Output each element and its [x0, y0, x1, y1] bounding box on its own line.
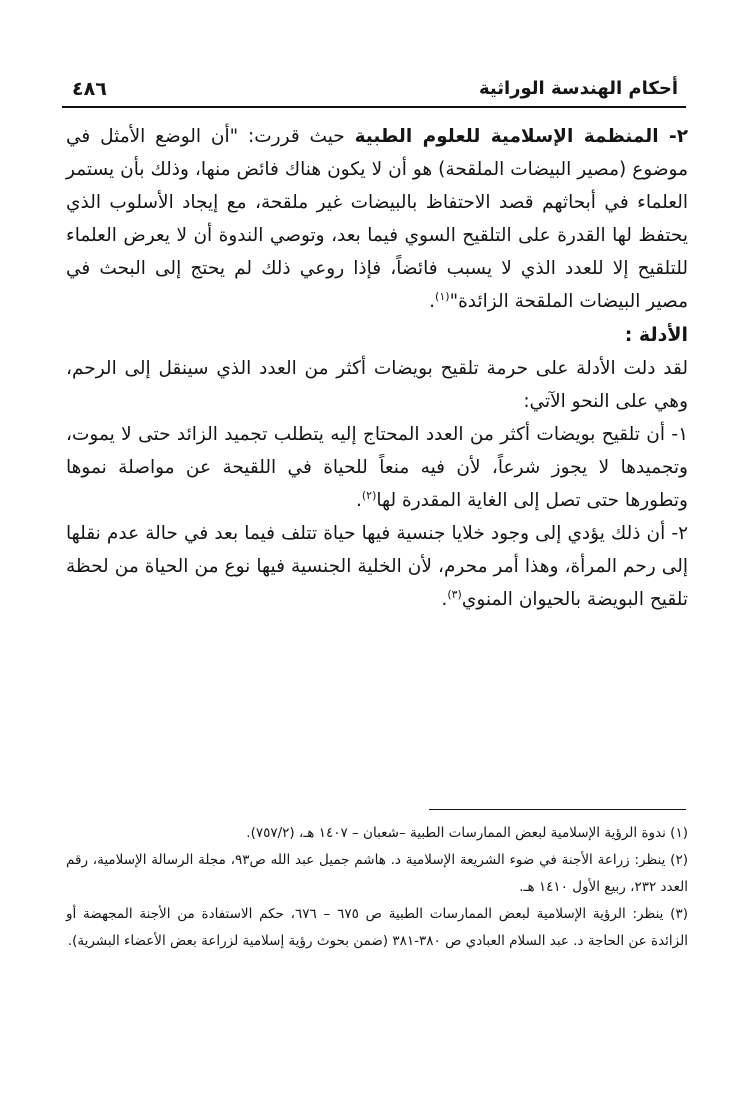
running-header	[62, 74, 686, 108]
paragraph-evidence-intro: لقد دلت الأدلة على حرمة تلقيح بويضات أكثر من العدد الذي سينقل إلى الرحم، وهي على النحو الآتي:	[66, 358, 688, 412]
running-title: أحكام الهندسة الوراثية	[478, 78, 678, 99]
paragraph-organization	[66, 120, 688, 318]
main-text	[66, 120, 688, 616]
footnote-separator	[429, 809, 686, 810]
paragraph-text: ١- أن تلقيح بويضات أكثر من العدد المحتاج إليه يتطلب تجميد الزائد حتى لا يموت، وتجميدها لا يجوز شرعاً، لأن فيه منعاً للحياة في اللقيحة عن مواصلة نموها وتطورها حتى تصل إلى الغاية المقدرة لها	[66, 424, 688, 511]
footnote-ref-3: (٣)	[447, 587, 462, 601]
footnote-2: (٢) ينظر: زراعة الأجنة في ضوء الشريعة الإسلامية د. هاشم جميل عبد الله ص٩٣، مجلة الرسالة الإسلامية، رقم العدد ٢٣٢، ربيع الأول ١٤١٠ هـ.	[66, 852, 688, 895]
paragraph-evidence-2	[66, 517, 688, 616]
footnote-3: (٣) ينظر: الرؤية الإسلامية لبعض الممارسات الطبية ص ٦٧٥ – ٦٧٦، حكم الاستفادة من الأجنة المجهضة أو الزائدة عن الحاجة د. عبد السلام العبادي ص ٣٨٠-٣٨١ (ضمن بحوث رؤية إسلامية لزراعة بعض الأعضاء البشرية).	[66, 906, 688, 949]
organization-name: ٢- المنظمة الإسلامية للعلوم الطبية	[354, 126, 688, 147]
paragraph-text: حيث قررت: "أن الوضع الأمثل في موضوع (مصير البيضات الملقحة) هو أن لا يكون هناك فائض منها، وذلك بأن يستمر العلماء في أبحاثهم قصد الاحتفاظ بالبيضات غير ملقحة، مع إيجاد الأسلوب الذي يحتفظ لها القدرة على التلقيح السوي فيما بعد، وتوصي الندوة أن لا يعرض العلماء للتلقيح إلا للعدد الذي لا يسبب فائضاً، فإذا روعي ذلك لم يحتج إلى البحث في مصير البيضات الملقحة الزائدة"	[66, 126, 688, 312]
footnote-1: (١) ندوة الرؤية الإسلامية لبعض الممارسات الطبية –شعبان – ١٤٠٧ هـ، (٧٥٧/٢).	[246, 825, 688, 841]
footnote-ref-1: (١)	[435, 289, 450, 303]
paragraph-evidence-1	[66, 418, 688, 517]
paragraph-text: ٢- أن ذلك يؤدي إلى وجود خلايا جنسية فيها حياة تتلف فيما بعد في حالة عدم نقلها إلى رحم المرأة، وهذا أمر محرم، لأن الخلية الجنسية فيها نوع من الحياة من لحظة تلقيح البويضة بالحيوان المنوي	[66, 523, 688, 610]
paragraph-end: .	[355, 490, 362, 511]
footnotes	[66, 820, 688, 955]
paragraph-end: .	[429, 291, 436, 312]
page-number: ٤٨٦	[72, 78, 107, 100]
section-heading: الأدلة :	[624, 324, 688, 346]
footnote-ref-2: (٢)	[361, 488, 377, 502]
header-rule	[62, 106, 686, 108]
paragraph-end: .	[441, 589, 448, 610]
